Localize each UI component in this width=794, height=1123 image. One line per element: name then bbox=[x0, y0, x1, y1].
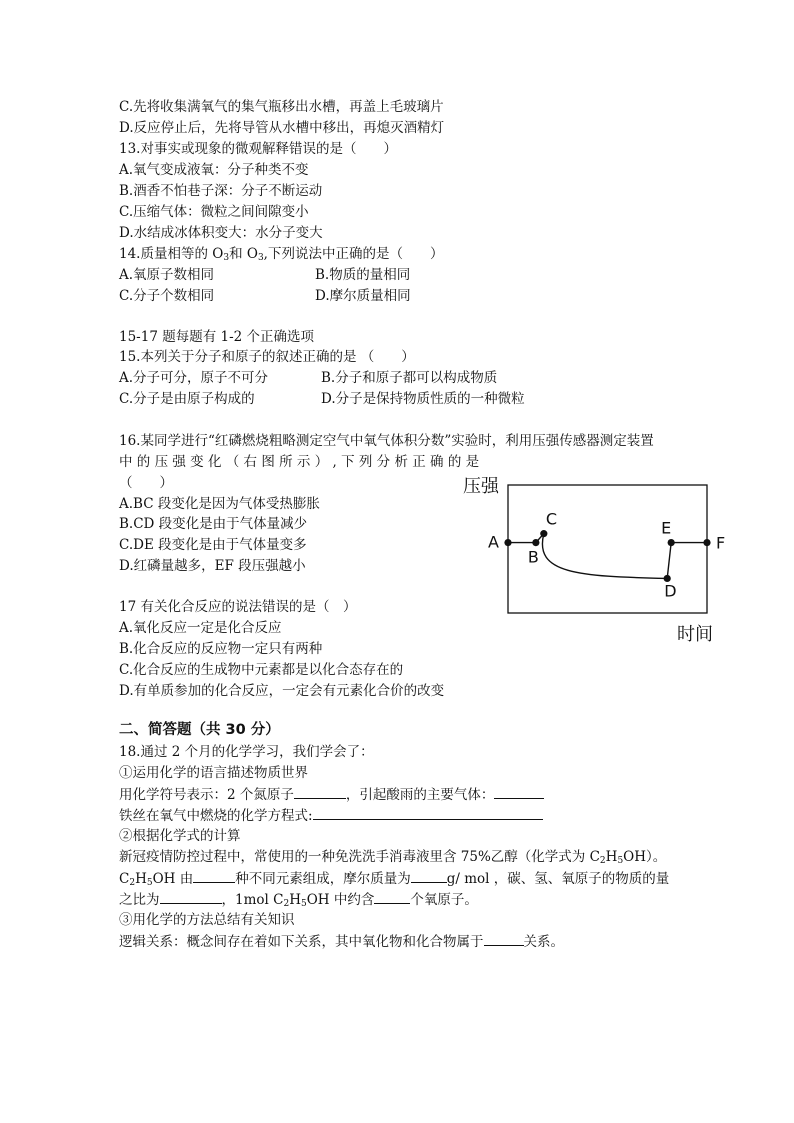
answer-blank[interactable] bbox=[484, 932, 524, 946]
chart-xlabel: 时间 bbox=[677, 624, 713, 645]
q18-symbols: 用化学符号表示：2 个氮原子 ，引起酸雨的主要气体： bbox=[119, 785, 544, 804]
q18-part1: ①运用化学的语言描述物质世界 bbox=[119, 765, 308, 781]
q18-part3: ③用化学的方法总结有关知识 bbox=[119, 912, 295, 928]
point-label-b: B bbox=[527, 547, 539, 567]
q16-stem-line2: 中 的 压 强 变 化 （ 右 图 所 示 ） , 下 列 分 析 正 确 的 是 bbox=[119, 454, 480, 470]
point-label-e: E bbox=[661, 518, 672, 538]
q18-logic: 逻辑关系：概念间存在着如下关系，其中氧化物和化合物属于 关系。 bbox=[119, 934, 564, 950]
point-e bbox=[668, 539, 675, 546]
q13-option-d: D.水结成冰体积变大：水分子变大 bbox=[119, 225, 323, 241]
answer-blank[interactable] bbox=[313, 806, 543, 820]
q16-option-c: C.DE 段变化是由于气体量变多 bbox=[119, 537, 307, 553]
answer-blank[interactable] bbox=[494, 785, 544, 799]
point-b bbox=[532, 539, 539, 546]
answer-blank[interactable] bbox=[193, 869, 235, 883]
q18-equation: 铁丝在氧气中燃烧的化学方程式: bbox=[119, 806, 543, 825]
pressure-chart bbox=[455, 470, 745, 650]
point-label-a: A bbox=[488, 532, 499, 552]
q17-option-b: B.化合反应的反应物一定只有两种 bbox=[119, 641, 323, 657]
q16-option-d: D.红磷量越多，EF 段压强越小 bbox=[119, 558, 306, 574]
q17-option-d: D.有单质参加的化合反应，一定会有元素化合价的改变 bbox=[119, 683, 445, 699]
answer-blank[interactable] bbox=[411, 869, 447, 883]
point-a bbox=[504, 539, 511, 546]
q16-option-a: A.BC 段变化是因为气体受热膨胀 bbox=[119, 496, 320, 512]
q13-option-c: C.压缩气体：微粒之间间隙变小 bbox=[119, 204, 309, 220]
q18-calc-line1: 新冠疫情防控过程中，常使用的一种免洗洗手消毒液里含 75%乙醇（化学式为 $C_2H_5OH$）。 bbox=[119, 849, 667, 866]
q15-option-d: D.分子是保持物质性质的一种微粒 bbox=[321, 391, 525, 407]
q15-17-note: 15-17 题每题有 1-2 个正确选项 bbox=[119, 329, 315, 345]
q16-option-b: B.CD 段变化是由于气体量减少 bbox=[119, 516, 308, 532]
q18-part2: ②根据化学式的计算 bbox=[119, 828, 241, 844]
answer-blank[interactable] bbox=[294, 785, 346, 799]
q12-option-d: D.反应停止后，先将导管从水槽中移出，再熄灭酒精灯 bbox=[119, 120, 445, 136]
q15-stem: 15.本列关于分子和原子的叙述正确的是 （ ） bbox=[119, 349, 415, 365]
q18-calc-line3: 之比为 ，1mol $C_2H_5OH$ 中约含 个氧原子。 bbox=[119, 892, 478, 909]
q15-option-a: A.分子可分，原子不可分 bbox=[119, 370, 269, 386]
point-label-c: C bbox=[545, 509, 557, 529]
q14-option-a: A.氧原子数相同 bbox=[119, 267, 215, 283]
q13-option-a: A.氧气变成液氧：分子种类不变 bbox=[119, 162, 309, 178]
q12-option-c: C.先将收集满氧气的集气瓶移出水槽，再盖上毛玻璃片 bbox=[119, 99, 444, 115]
q13-stem: 13.对事实或现象的微观解释错误的是（ ） bbox=[119, 141, 397, 157]
q18-calc-line2: $C_2H_5OH$ 由 种不同元素组成，摩尔质量为 g/ mol ，碳、氢、氧原子的物质的量 bbox=[119, 871, 670, 888]
q13-option-b: B.酒香不怕巷子深：分子不断运动 bbox=[119, 183, 323, 199]
q14-option-b: B.物质的量相同 bbox=[315, 267, 411, 283]
chart-ylabel: 压强 bbox=[463, 476, 499, 497]
point-c bbox=[540, 530, 547, 537]
point-f bbox=[703, 539, 710, 546]
q17-option-a: A.氧化反应一定是化合反应 bbox=[119, 620, 282, 636]
q16-paren: （ ） bbox=[119, 475, 173, 491]
q18-stem: 18.通过 2 个月的化学学习，我们学会了： bbox=[119, 744, 374, 760]
section-2-heading: 二、简答题（共 30 分） bbox=[119, 722, 280, 738]
q14-option-c: C.分子个数相同 bbox=[119, 288, 215, 304]
q15-option-c: C.分子是由原子构成的 bbox=[119, 391, 255, 407]
q14-stem: 14.质量相等的 $O_3$和 $O_3$,下列说法中正确的是（ ） bbox=[119, 246, 444, 263]
answer-blank[interactable] bbox=[160, 890, 222, 904]
q16-stem-line1: 16.某同学进行“红磷燃烧粗略测定空气中氧气体积分数”实验时，利用压强传感器测定装置 bbox=[119, 433, 654, 449]
q15-option-b: B.分子和原子都可以构成物质 bbox=[321, 370, 498, 386]
answer-blank[interactable] bbox=[374, 890, 410, 904]
q14-option-d: D.摩尔质量相同 bbox=[315, 288, 411, 304]
q17-option-c: C.化合反应的生成物中元素都是以化合态存在的 bbox=[119, 662, 404, 678]
point-label-d: D bbox=[664, 581, 677, 601]
point-label-f: F bbox=[716, 533, 726, 553]
q17-stem: 17 有关化合反应的说法错误的是（ ） bbox=[119, 599, 357, 615]
